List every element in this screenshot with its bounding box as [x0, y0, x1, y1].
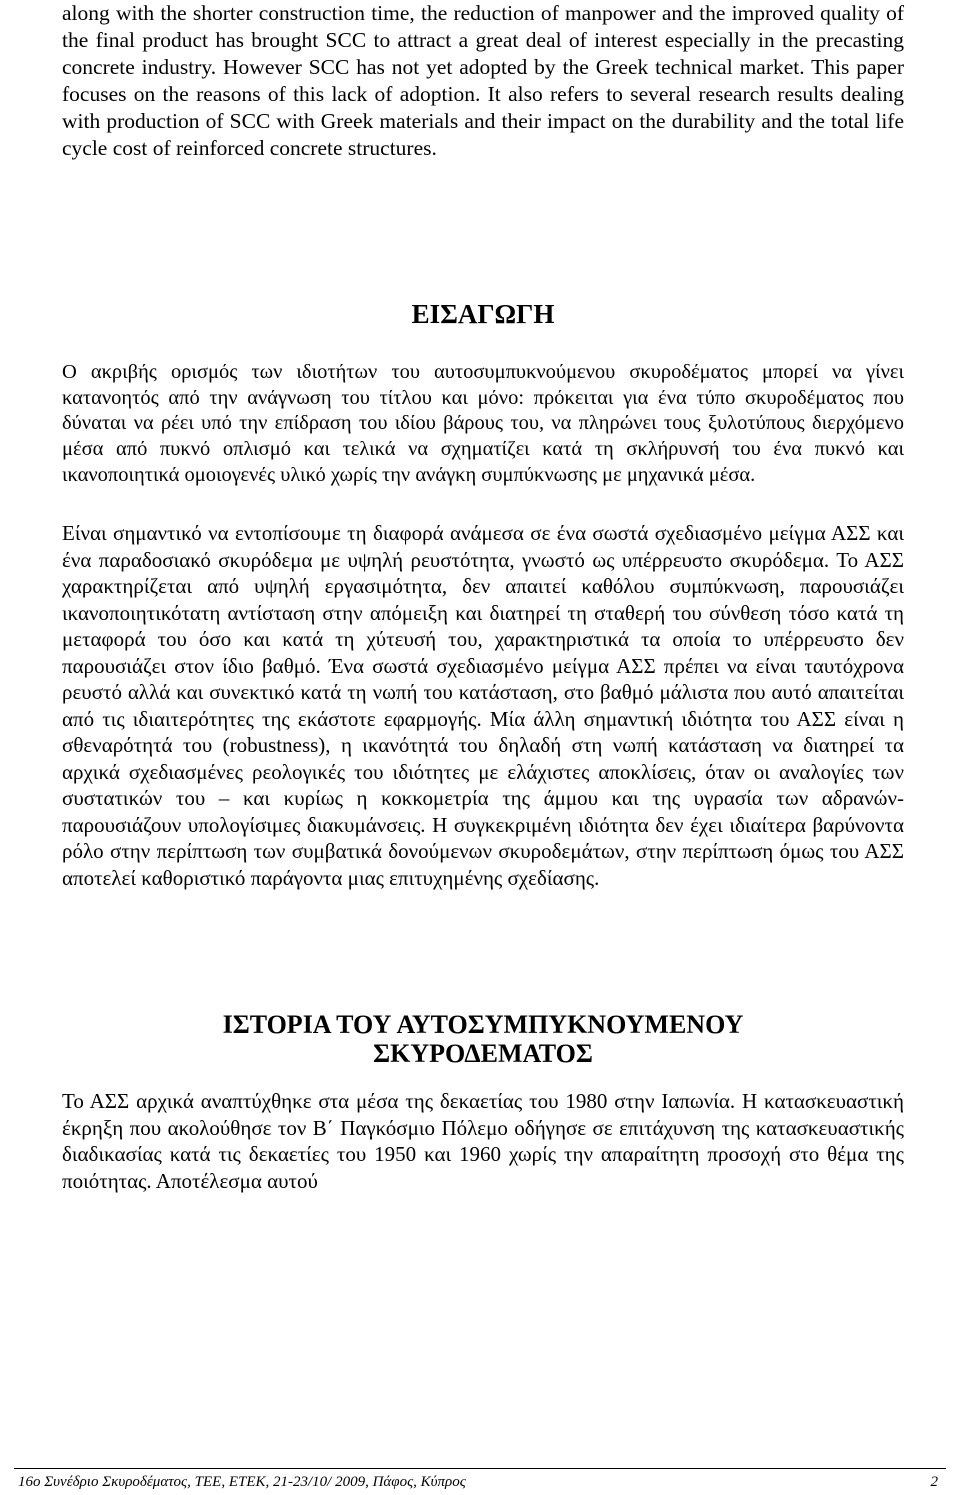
- intro-paragraph-1: Ο ακριβής ορισμός των ιδιοτήτων του αυτοσυμπυκνούμενου σκυροδέματος μπορεί να γίνει κατανοητός από την ανάγνωση του τίτλου και μόνο: πρόκειται για ένα τύπο σκυροδέματος που δύναται να ρέει υπό την επίδραση του ιδίου βάρους του, να πληρώνει τους ξυλοτύπους διερχόμενο μέσα από πυκνό οπλισμό και τελικά να σχηματίζει κατά τη σκλήρυνσή του ένα πυκνό και ικανοποιητικά ομοιογενές υλικό χωρίς την ανάγκη συμπύκνωσης με μηχανικά μέσα.: [62, 361, 904, 486]
- footer-conference: 16ο Συνέδριο Σκυροδέματος, ΤΕΕ, ΕΤΕΚ, 21-23/10/ 2009, Πάφος, Κύπρος: [18, 1474, 466, 1490]
- page-footer: [14, 1468, 946, 1493]
- intro-heading: ΕΙΣΑΓΩΓΗ: [411, 299, 555, 329]
- abstract-paragraph: along with the shorter construction time, the reduction of manpower and the improved quality of the final product has brought SCC to attract a great deal of interest especially in the precasting concrete industry. However SCC has not yet adopted by the Greek technical market. This paper focuses on the reasons of this lack of adoption. It also refers to several research results dealing with production of SCC with Greek materials and their impact on the durability and the total life cycle cost of reinforced concrete structures.: [62, 1, 904, 160]
- history-paragraph: Το ΑΣΣ αρχικά αναπτύχθηκε στα μέσα της δεκαετίας του 1980 στην Ιαπωνία. Η κατασκευαστική έκρηξη που ακολούθησε τον Β΄ Παγκόσμιο Πόλεμο οδήγησε σε επιτάχυνση της κατασκευαστικής διαδικασίας κατά τις δεκαετίες του 1950 και 1960 χωρίς την απαραίτητη προσοχή στο θέμα της ποιότητας. Αποτέλεσμα αυτού: [62, 1089, 904, 1193]
- history-heading-line-2: ΣΚΥΡΟΔΕΜΑΤΟΣ: [373, 1039, 593, 1068]
- history-heading-line-1: ΙΣΤΟΡΙΑ ΤΟΥ ΑΥΤΟΣΥΜΠΥΚΝΟΥΜΕΝΟΥ: [222, 1010, 744, 1039]
- intro-paragraph-2: Είναι σημαντικό να εντοπίσουμε τη διαφορά ανάμεσα σε ένα σωστά σχεδιασμένο μείγμα ΑΣΣ και ένα παραδοσιακό σκυρόδεμα με υψηλή ρευστότητα, γνωστό ως υπέρρευστο σκυρόδεμα. Το ΑΣΣ χαρακτηρίζεται από υψηλή εργασιμότητα, δεν απαιτεί καθόλου συμπύκνωση, παρουσιάζει ικανοποιητικότατη αντίσταση στην απόμειξη και διατηρεί τη σταθερή του σύνθεση τόσο κατά τη μεταφορά του όσο και κατά τη χύτευσή του, χαρακτηριστικά τα οποία το υπέρρευστο δεν παρουσιάζει στον ίδιο βαθμό. Ένα σωστά σχεδιασμένο μείγμα ΑΣΣ πρέπει να είναι ταυτόχρονα ρευστό αλλά και συνεκτικό κατά τη νωπή του κατάσταση, στο βαθμό μάλιστα που αυτό απαιτείται από τις ιδιαιτερότητες της εκάστοτε εφαρμογής. Μία άλλη σημαντική ιδιότητα του ΑΣΣ είναι η σθεναρότητά του (robustness), η ικανότητά του δηλαδή στη νωπή κατάσταση να διατηρεί τα αρχικά σχεδιασμένες ρεολογικές του ιδιότητες με ελάχιστες αποκλίσεις, όταν οι αναλογίες των συστατικών του – και κυρίως η κοκκομετρία της άμμου και της υγρασία των αδρανών- παρουσιάζουν υπολογίσιμες διακυμάνσεις. Η συγκεκριμένη ιδιότητα δεν έχει ιδιαίτερα βαρύνοντα ρόλο στην περίπτωση των συμβατικά δονούμενων σκυροδεμάτων, στην περίπτωση όμως του ΑΣΣ αποτελεί καθοριστικό παράγοντα μιας επιτυχημένης σχεδίασης.: [62, 521, 904, 890]
- history-heading: [62, 1010, 904, 1068]
- footer-page-number: 2: [930, 1474, 938, 1490]
